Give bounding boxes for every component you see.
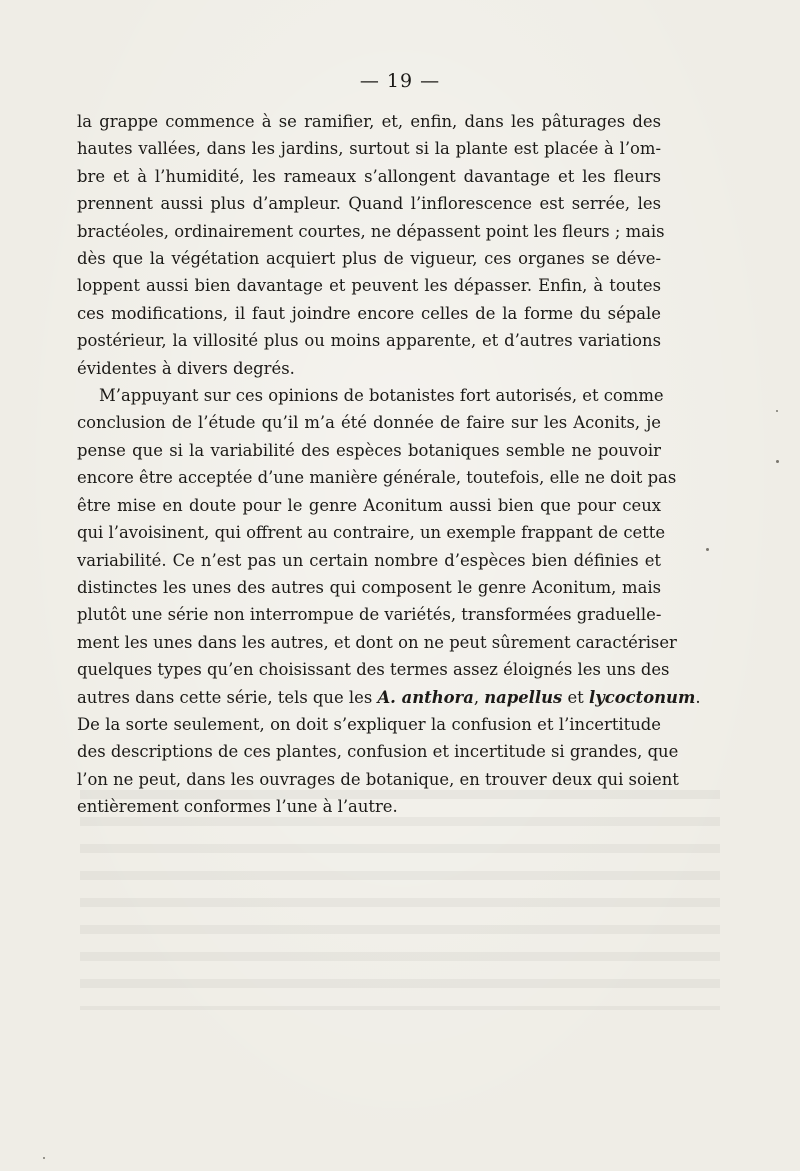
text-line: De la sorte seulement, on doit s’expliquer la confusion et l’incertitude bbox=[77, 714, 661, 734]
text-line: postérieur, la villosité plus ou moins apparente, et d’autres variations bbox=[77, 331, 661, 351]
show-through-texture bbox=[80, 790, 720, 1010]
text-line: être mise en doute pour le genre Aconitum aussi bien que pour ceux bbox=[77, 495, 661, 515]
text-line: pense que si la variabilité des espèces botaniques semble ne pouvoir bbox=[77, 440, 661, 460]
text-line: hautes vallées, dans les jardins, surtout si la plante est placée à l’om- bbox=[77, 139, 661, 159]
text-line: variabilité. Ce n’est pas un certain nombre d’espèces bien définies et bbox=[77, 550, 661, 570]
paper-speck bbox=[776, 460, 779, 463]
paragraph-2 bbox=[77, 382, 701, 821]
species-line-before: autres dans cette série, tels que les bbox=[77, 687, 378, 707]
text-line: loppent aussi bien davantage et peuvent les dépasser. Enfin, à toutes bbox=[77, 276, 661, 296]
species-napellus: napellus bbox=[484, 687, 563, 707]
text-line: qui l’avoisinent, qui offrent au contraire, un exemple frappant de cette bbox=[77, 523, 666, 543]
body-text bbox=[77, 108, 701, 821]
text-line: la grappe commence à se ramifier, et, enfin, dans les pâturages des bbox=[77, 112, 661, 131]
text-line: évidentes à divers degrés. bbox=[77, 358, 295, 378]
text-line: prennent aussi plus d’ampleur. Quand l’inflorescence est serrée, les bbox=[77, 194, 661, 214]
text-line: l’on ne peut, dans les ouvrages de botanique, en trouver deux qui soient bbox=[77, 769, 679, 789]
paper-speck bbox=[43, 1157, 45, 1159]
text-line: des descriptions de ces plantes, confusion et incertitude si grandes, que bbox=[77, 742, 679, 762]
text-line: bractéoles, ordinairement courtes, ne dépassent point les fleurs ; mais bbox=[77, 221, 665, 241]
species-line-after: . bbox=[695, 687, 701, 707]
text-line: bre et à l’humidité, les rameaux s’allongent davantage et les fleurs bbox=[77, 166, 661, 186]
species-line bbox=[77, 684, 701, 711]
text-line: conclusion de l’étude qu’il m’a été donnée de faire sur les Aconits, je bbox=[77, 413, 661, 433]
text-line: ment les unes dans les autres, et dont on ne peut sûrement caractériser bbox=[77, 632, 677, 652]
species-lycoctonum: lycoctonum bbox=[588, 687, 696, 707]
text-line: quelques types qu’en choisissant des termes assez éloignés les uns des bbox=[77, 660, 670, 680]
text-line: ces modifications, il faut joindre encore celles de la forme du sépale bbox=[77, 303, 661, 323]
species-sep: et bbox=[562, 687, 589, 707]
paper-speck bbox=[706, 548, 709, 551]
text-line: distinctes les unes des autres qui composent le genre Aconitum, mais bbox=[77, 577, 661, 597]
text-line: entièrement conformes l’une à l’autre. bbox=[77, 797, 398, 817]
paper-speck bbox=[776, 410, 778, 412]
species-sep: , bbox=[473, 687, 485, 707]
text-line: plutôt une série non interrompue de variétés, transformées graduelle- bbox=[77, 605, 662, 625]
species-anthora: A. anthora bbox=[377, 687, 474, 707]
page-number: — 19 — bbox=[359, 70, 441, 92]
text-line: encore être acceptée d’une manière générale, toutefois, elle ne doit pas bbox=[77, 468, 677, 488]
text-line: dès que la végétation acquiert plus de vigueur, ces organes se déve- bbox=[77, 249, 661, 269]
text-line: M’appuyant sur ces opinions de botanistes fort autorisés, et comme bbox=[99, 386, 664, 406]
paragraph-1 bbox=[77, 108, 665, 382]
